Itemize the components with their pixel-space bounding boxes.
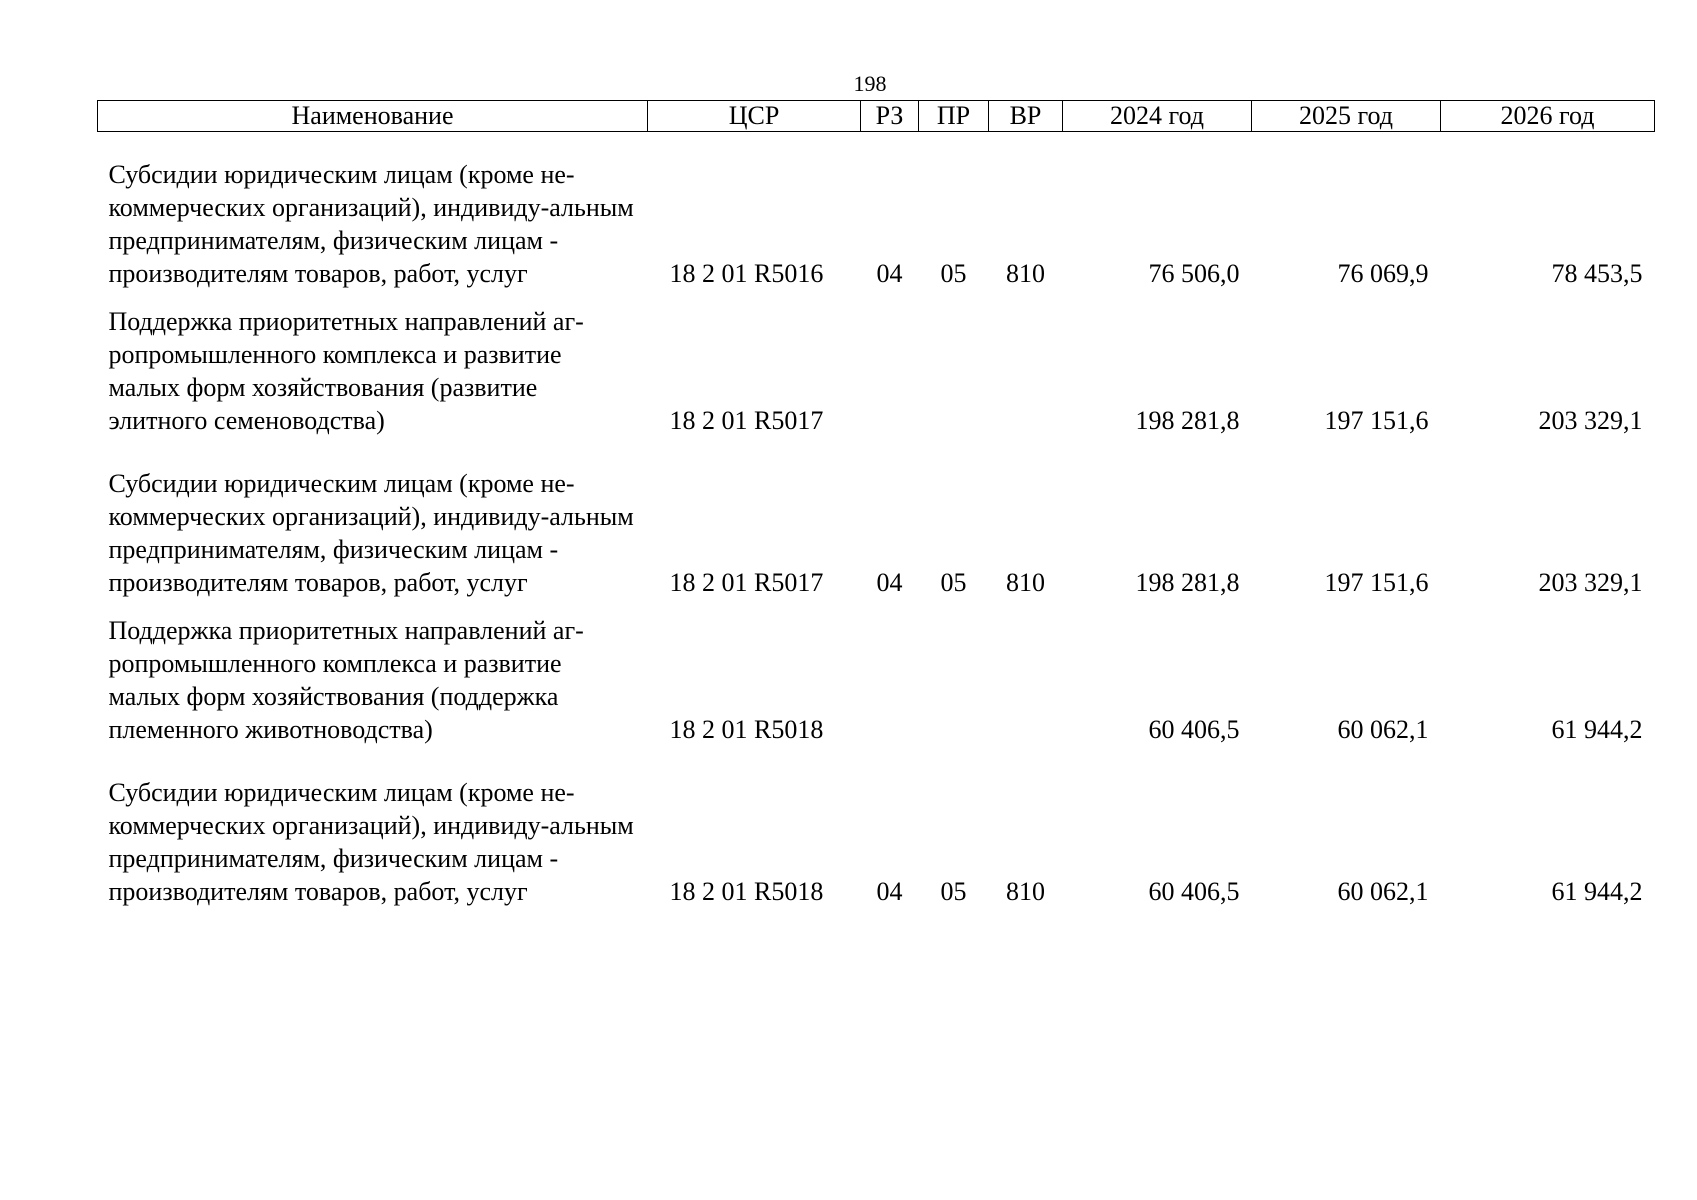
row-2026: 203 329,1: [1538, 406, 1643, 435]
row-pr: 05: [940, 877, 967, 906]
row-csr: 18 2 01 R5017: [669, 568, 824, 597]
row-2026: 61 944,2: [1551, 877, 1643, 906]
row-pr: 05: [940, 259, 967, 288]
table-row: [98, 132, 1655, 291]
row-pr: [919, 599, 989, 746]
row-rz: 04: [876, 877, 903, 906]
row-rz: 04: [876, 568, 903, 597]
row-2024: 198 281,8: [1135, 406, 1240, 435]
row-vr: [989, 290, 1063, 437]
header-2026: 2026 год: [1441, 101, 1655, 132]
row-pr: [919, 290, 989, 437]
row-2025: 197 151,6: [1324, 568, 1429, 597]
row-2024: 60 406,5: [1148, 715, 1240, 744]
row-2026: 78 453,5: [1551, 259, 1643, 288]
row-2024: 60 406,5: [1148, 877, 1240, 906]
row-rz: [861, 290, 919, 437]
row-2024: 76 506,0: [1148, 259, 1240, 288]
table-header-row: [98, 101, 1655, 132]
budget-table: [97, 100, 1655, 908]
row-name: Субсидии юридическим лицам (кроме не-коммерческих организаций), индивиду-альным предпринимателям, физическим лицам - производителям товаров, работ, услуг: [108, 160, 634, 288]
row-2025: 76 069,9: [1337, 259, 1429, 288]
header-pr: ПР: [919, 101, 989, 132]
header-name: Наименование: [98, 101, 648, 132]
row-2024: 198 281,8: [1135, 568, 1240, 597]
row-2025: 60 062,1: [1337, 715, 1429, 744]
header-rz: РЗ: [861, 101, 919, 132]
header-vr: ВР: [989, 101, 1063, 132]
row-rz: 04: [876, 259, 903, 288]
row-2025: 197 151,6: [1324, 406, 1429, 435]
row-csr: 18 2 01 R5016: [669, 259, 824, 288]
table-row: [98, 437, 1655, 599]
table-row: [98, 746, 1655, 908]
row-name: Поддержка приоритетных направлений аг-ропромышленного комплекса и развитие малых форм хозяйствования (развитие элитного семеноводства): [108, 307, 584, 435]
row-vr: 810: [1006, 568, 1045, 597]
row-rz: [861, 599, 919, 746]
row-csr: 18 2 01 R5018: [669, 877, 824, 906]
row-pr: 05: [940, 568, 967, 597]
row-2026: 203 329,1: [1538, 568, 1643, 597]
row-csr: 18 2 01 R5018: [669, 715, 824, 744]
header-csr: ЦСР: [648, 101, 861, 132]
row-2026: 61 944,2: [1551, 715, 1643, 744]
table-row: [98, 599, 1655, 746]
row-2025: 60 062,1: [1337, 877, 1429, 906]
header-2025: 2025 год: [1252, 101, 1441, 132]
row-name: Субсидии юридическим лицам (кроме не-коммерческих организаций), индивиду-альным предпринимателям, физическим лицам - производителям товаров, работ, услуг: [108, 778, 634, 906]
header-2024: 2024 год: [1063, 101, 1252, 132]
row-vr: 810: [1006, 259, 1045, 288]
row-csr: 18 2 01 R5017: [669, 406, 824, 435]
row-name: Субсидии юридическим лицам (кроме не-коммерческих организаций), индивиду-альным предпринимателям, физическим лицам - производителям товаров, работ, услуг: [108, 469, 634, 597]
table-row: [98, 290, 1655, 437]
row-vr: [989, 599, 1063, 746]
page-number: 198: [853, 71, 887, 96]
row-vr: 810: [1006, 877, 1045, 906]
row-name: Поддержка приоритетных направлений аг-ропромышленного комплекса и развитие малых форм хозяйствования (поддержка племенного животноводства): [108, 616, 584, 744]
